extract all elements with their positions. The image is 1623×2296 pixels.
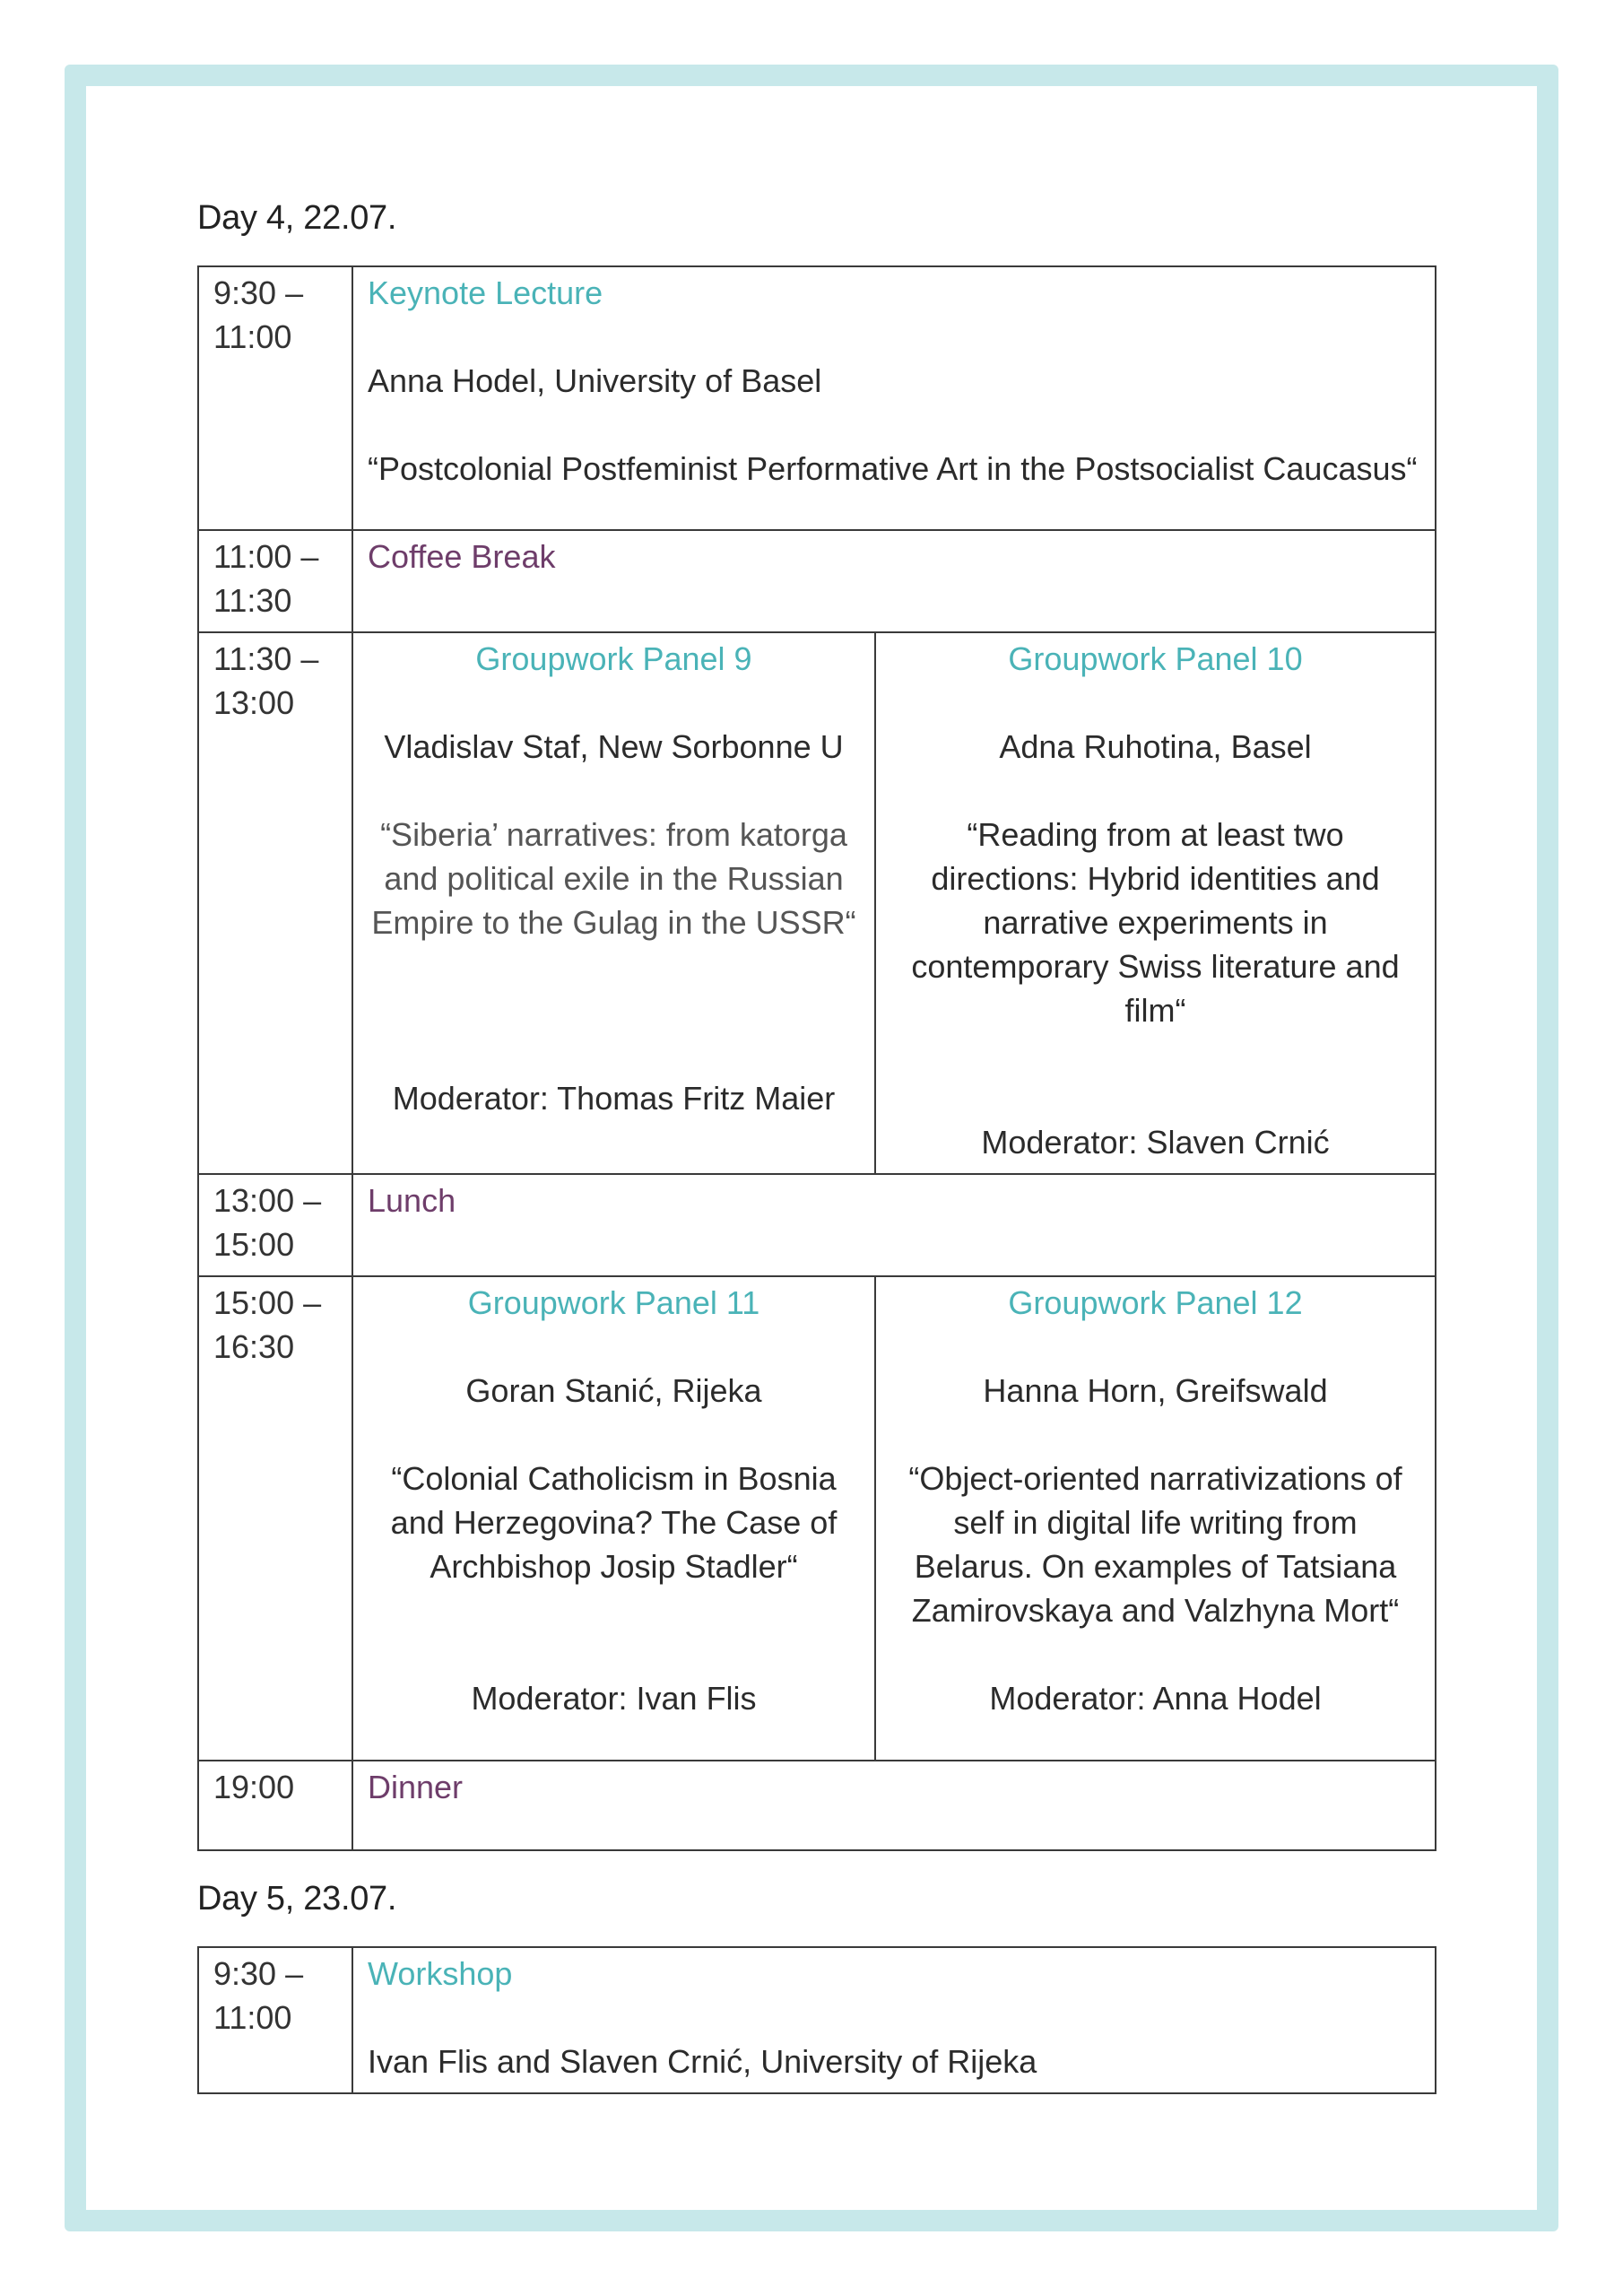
panel-cell <box>875 632 1436 1174</box>
speaker: Ivan Flis and Slaven Crnić, University of Rijeka <box>368 2043 1037 2080</box>
time-cell: 9:30 – 11:00 <box>198 266 352 530</box>
talk-title: “Reading from at least two directions: Hybrid identities and narrative experiments in contemporary Swiss literature and film“ <box>911 816 1400 1029</box>
moderator: Moderator: Anna Hodel <box>989 1680 1322 1717</box>
talk-title: “Postcolonial Postfeminist Performative Art in the Postsocialist Caucasus“ <box>368 450 1418 487</box>
time-cell: 19:00 <box>198 1761 352 1850</box>
speaker: Hanna Horn, Greifswald <box>983 1372 1328 1409</box>
day5-heading: Day 5, 23.07. <box>197 1880 397 1918</box>
keynote-cell <box>352 266 1436 530</box>
time-cell: 11:30 – 13:00 <box>198 632 352 1174</box>
moderator: Moderator: Ivan Flis <box>471 1680 757 1717</box>
panel-title: Groupwork Panel 10 <box>1008 640 1303 677</box>
dinner-row <box>198 1761 1436 1850</box>
panel-title: Groupwork Panel 12 <box>1008 1284 1303 1321</box>
time-cell: 13:00 – 15:00 <box>198 1174 352 1276</box>
lunch-row <box>198 1174 1436 1276</box>
speaker: Vladislav Staf, New Sorbonne U <box>384 728 844 765</box>
lunch-cell <box>352 1174 1436 1276</box>
workshop-row <box>198 1947 1436 2093</box>
moderator: Moderator: Thomas Fritz Maier <box>392 1080 836 1117</box>
speaker: Adna Ruhotina, Basel <box>999 728 1312 765</box>
keynote-row <box>198 266 1436 530</box>
panel-cell <box>352 632 875 1174</box>
panel-title: Groupwork Panel 11 <box>467 1284 760 1321</box>
day4-schedule-table <box>197 265 1436 1851</box>
speaker: Anna Hodel, University of Basel <box>368 362 822 399</box>
talk-title: “Siberia’ narratives: from katorga and political exile in the Russian Empire to the Gulag in the USSR“ <box>371 816 856 941</box>
workshop-cell <box>352 1947 1436 2093</box>
talk-title: “Colonial Catholicism in Bosnia and Herzegovina? The Case of Archbishop Josip Stadler“ <box>390 1460 838 1585</box>
time-cell: 15:00 – 16:30 <box>198 1276 352 1761</box>
moderator: Moderator: Slaven Crnić <box>981 1124 1330 1161</box>
panel-block-row <box>198 632 1436 1174</box>
session-title: Dinner <box>368 1769 464 1805</box>
panel-title: Groupwork Panel 9 <box>475 640 752 677</box>
day4-heading: Day 4, 22.07. <box>197 199 397 237</box>
coffee-row <box>198 530 1436 632</box>
speaker: Goran Stanić, Rijeka <box>465 1372 762 1409</box>
panel-block-row <box>198 1276 1436 1761</box>
panel-cell <box>875 1276 1436 1761</box>
session-title: Coffee Break <box>368 538 556 575</box>
coffee-cell <box>352 530 1436 632</box>
time-cell: 9:30 – 11:00 <box>198 1947 352 2093</box>
day5-schedule-table <box>197 1946 1436 2094</box>
dinner-cell <box>352 1761 1436 1850</box>
session-title: Workshop <box>368 1955 513 1992</box>
time-cell: 11:00 – 11:30 <box>198 530 352 632</box>
panel-cell <box>352 1276 875 1761</box>
session-title: Lunch <box>368 1182 456 1219</box>
talk-title: “Object-oriented narrativizations of self in digital life writing from Belarus. On examples of Tatsiana Zamirovskaya and Valzhyna Mort“ <box>908 1460 1402 1629</box>
session-title: Keynote Lecture <box>368 274 603 311</box>
